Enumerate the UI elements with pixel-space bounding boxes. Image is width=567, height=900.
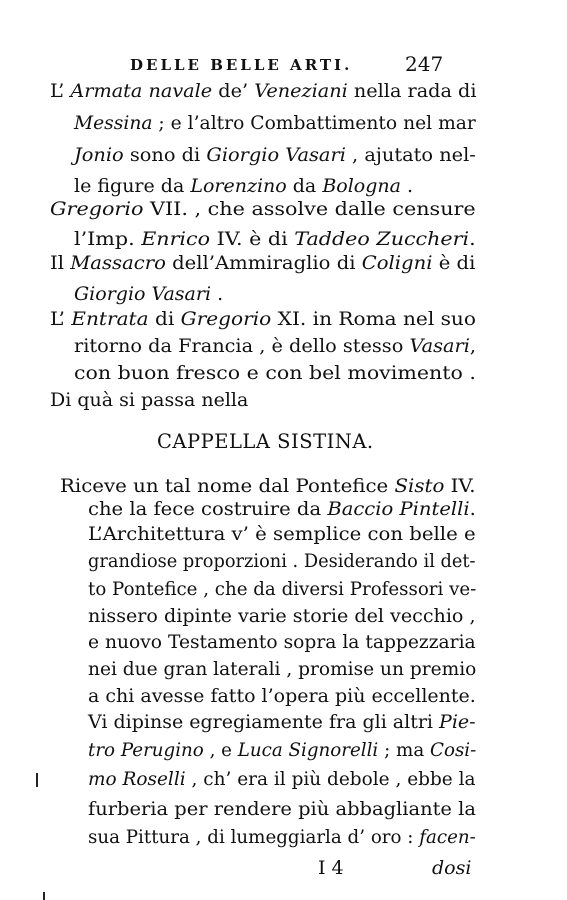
text-line — [50, 310, 476, 329]
text-line — [88, 687, 476, 706]
italic-run: Luca Signorelli — [237, 739, 379, 761]
italic-run: Gregorio — [180, 308, 272, 330]
page-number: 247 — [405, 52, 444, 76]
text-line — [74, 177, 413, 196]
text-run: le figure da — [74, 175, 191, 197]
text-run: Di quà si passa nella — [50, 389, 249, 411]
text-run: . — [211, 283, 224, 305]
italic-run: Messina — [74, 112, 153, 134]
margin-mark — [43, 892, 45, 900]
signature-mark: I 4 — [318, 857, 344, 879]
text-run: Vi dipinse egregiamente fra gli altri — [88, 711, 440, 733]
text-line — [88, 552, 476, 571]
text-line — [88, 607, 476, 626]
text-run: ; ma — [378, 739, 430, 761]
text-run: nei due gran laterali , promise un premio — [88, 658, 477, 680]
italic-run: Jonio — [74, 144, 124, 166]
text-run: è di — [432, 252, 476, 274]
text-line — [88, 500, 476, 519]
italic-run: Entrata — [71, 308, 149, 330]
text-line — [50, 391, 248, 410]
text-line — [50, 200, 476, 219]
text-line — [88, 828, 476, 847]
text-run: furberia per rendere più abbagliante la — [88, 798, 476, 820]
text-line — [88, 525, 476, 544]
text-run: . — [400, 175, 414, 197]
text-run: nissero dipinte varie storie del vecchio , — [88, 605, 476, 627]
text-run: IV. — [444, 475, 476, 497]
text-run: , — [469, 335, 477, 357]
text-run: dell’Ammiraglio di — [165, 252, 362, 274]
italic-run: Enrico — [141, 228, 211, 250]
text-line — [74, 230, 476, 249]
italic-run: Gregorio — [50, 198, 144, 220]
text-run: e nuovo Testamento sopra la tappezzaria — [88, 631, 476, 653]
text-line — [88, 741, 476, 760]
text-run: XI. in Roma nel suo — [271, 308, 476, 330]
running-head: DELLE BELLE ARTI. — [130, 56, 353, 74]
text-line — [74, 337, 476, 356]
text-run: . — [469, 498, 476, 520]
text-run: , e — [203, 739, 238, 761]
section-heading: CAPPELLA SISTINA. — [157, 430, 374, 453]
text-run: ; e l’altro Combattimento nel mar — [152, 112, 476, 134]
margin-mark — [36, 773, 38, 787]
italic-run: Coligni — [361, 252, 433, 274]
italic-run: Massacro — [70, 252, 166, 274]
text-run: Riceve un tal nome dal Pontefice — [60, 475, 395, 497]
text-line — [88, 633, 476, 652]
text-line — [88, 770, 475, 789]
text-run: da — [286, 175, 323, 197]
text-line — [50, 254, 475, 273]
text-line — [60, 477, 476, 496]
italic-run: Sisto — [394, 475, 445, 497]
text-line — [74, 146, 476, 165]
text-run: ritorno da Francia , è dello stesso — [74, 335, 410, 357]
italic-run: tro Perugino — [88, 739, 204, 761]
italic-run: Bologna — [322, 175, 401, 197]
text-run: L’ — [50, 308, 72, 330]
italic-run: Cosi- — [430, 739, 477, 761]
italic-run: facen- — [419, 826, 476, 848]
text-run: di — [148, 308, 181, 330]
text-run: che la fece costruire da — [88, 498, 328, 520]
italic-run: Vasari — [409, 335, 470, 357]
text-run: nella rada di — [347, 80, 477, 102]
catchword: dosi — [432, 857, 472, 879]
italic-run: Giorgio Vasari — [206, 144, 346, 166]
text-run: L’ — [50, 80, 71, 102]
italic-run: Baccio Pintelli — [327, 498, 470, 520]
text-line — [74, 285, 223, 304]
text-line — [74, 114, 476, 133]
text-run: sua Pittura , di lumeggiarla d’ oro : — [88, 826, 420, 848]
italic-run: Lorenzino — [190, 175, 287, 197]
text-run: IV. è di — [210, 228, 295, 250]
text-run: grandiose proporzioni . Desiderando il det- — [88, 550, 476, 572]
italic-run: Taddeo Zuccheri — [294, 228, 470, 250]
text-run: VII. , che assolve dalle censure — [143, 198, 476, 220]
italic-run: Armata navale — [70, 80, 213, 102]
italic-run: mo Roselli — [88, 768, 186, 790]
text-line — [74, 364, 476, 383]
text-line — [88, 800, 476, 819]
text-run: de’ — [212, 80, 255, 102]
italic-run: Pie- — [439, 711, 476, 733]
text-line — [50, 82, 477, 101]
text-line — [88, 713, 476, 732]
italic-run: Veneziani — [254, 80, 348, 102]
text-run: l’Imp. — [74, 228, 142, 250]
italic-run: Giorgio Vasari — [74, 283, 212, 305]
text-run: a chi avesse fatto l’opera più eccellente. — [88, 685, 476, 707]
text-run: Il — [50, 252, 71, 274]
text-line — [88, 580, 476, 599]
text-run: L’Architettura v’ è semplice con belle e — [88, 523, 476, 545]
text-run: sono di — [123, 144, 207, 166]
text-run: con buon fresco e con bel movimento . — [74, 362, 476, 384]
text-run: , ch’ era il più debole , ebbe la — [185, 768, 476, 790]
text-run: , ajutato nel- — [345, 144, 476, 166]
text-run: to Pontefice , che da diversi Professori ve- — [88, 578, 477, 600]
text-line — [88, 660, 476, 679]
text-run: . — [469, 228, 476, 250]
